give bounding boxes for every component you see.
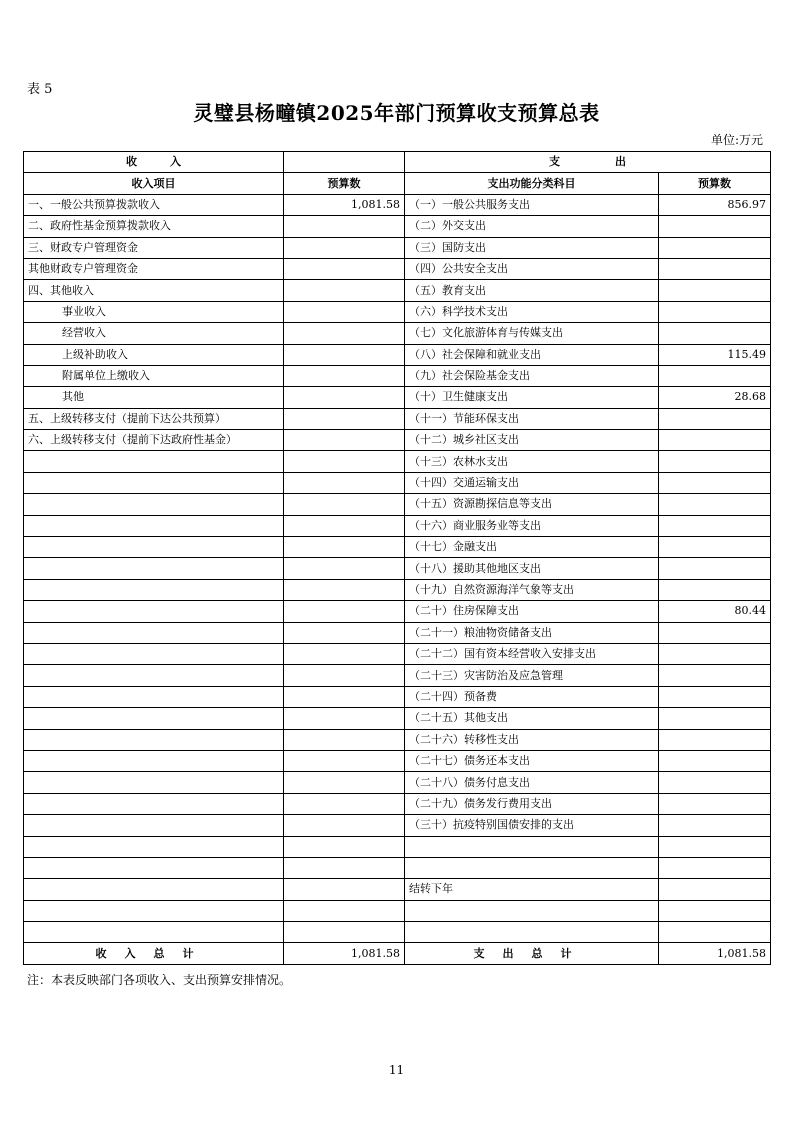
- table-row: [24, 665, 771, 686]
- income-amount-cell: [284, 537, 405, 558]
- income-amount-cell: [284, 922, 405, 943]
- table-row: [24, 408, 771, 429]
- expense-amount-cell: [659, 494, 771, 515]
- income-item-cell: [24, 622, 284, 643]
- expense-amount-cell: [659, 900, 771, 921]
- income-amount-cell: [284, 387, 405, 408]
- income-group-header-blank: [284, 152, 405, 173]
- expense-amount-cell: [659, 258, 771, 279]
- table-row: [24, 772, 771, 793]
- income-item-cell: [24, 558, 284, 579]
- income-item-cell: [24, 515, 284, 536]
- expense-item-cell: [405, 836, 659, 857]
- income-item-cell: 三、财政专户管理资金: [24, 237, 284, 258]
- table-row: [24, 537, 771, 558]
- expense-item-cell: （二十一）粮油物资储备支出: [405, 622, 659, 643]
- table-total-row: [24, 943, 771, 964]
- table-row: [24, 643, 771, 664]
- income-amount-cell: [284, 815, 405, 836]
- expense-item-cell: （三）国防支出: [405, 237, 659, 258]
- expense-item-cell: （二十四）预备费: [405, 686, 659, 707]
- table-row: [24, 750, 771, 771]
- expense-amount-cell: 80.44: [659, 601, 771, 622]
- income-item-cell: 其他财政专户管理资金: [24, 258, 284, 279]
- income-amount-cell: [284, 258, 405, 279]
- income-item-cell: [24, 643, 284, 664]
- table-column-header-row: [24, 173, 771, 194]
- expense-amount-cell: [659, 365, 771, 386]
- table-row: [24, 879, 771, 900]
- income-item-cell: 事业收入: [24, 301, 284, 322]
- expense-amount-cell: [659, 237, 771, 258]
- expense-amount-cell: [659, 815, 771, 836]
- income-item-cell: [24, 537, 284, 558]
- income-group-header: 收 入: [24, 152, 284, 173]
- expense-amount-cell: [659, 515, 771, 536]
- table-row: [24, 344, 771, 365]
- income-amount-cell: [284, 301, 405, 322]
- column-header-income-amount: 预算数: [284, 173, 405, 194]
- table-row: [24, 708, 771, 729]
- table-row: [24, 558, 771, 579]
- expense-item-cell: （十四）交通运输支出: [405, 472, 659, 493]
- expense-item-cell: （二十六）转移性支出: [405, 729, 659, 750]
- income-item-cell: [24, 601, 284, 622]
- table-number: 表 5: [27, 82, 53, 97]
- income-item-cell: 一、一般公共预算拨款收入: [24, 194, 284, 215]
- expense-item-cell: （七）文化旅游体育与传媒支出: [405, 323, 659, 344]
- expense-item-cell: [405, 857, 659, 878]
- income-item-cell: [24, 686, 284, 707]
- income-amount-cell: [284, 237, 405, 258]
- table-row: [24, 900, 771, 921]
- page-number: 11: [388, 1063, 405, 1077]
- income-item-cell: 五、上级转移支付（提前下达公共预算）: [24, 408, 284, 429]
- income-amount-cell: [284, 216, 405, 237]
- table-row: [24, 430, 771, 451]
- expense-amount-cell: [659, 772, 771, 793]
- document-title: 灵璧县杨疃镇2025年部门预算收支预算总表: [193, 101, 600, 125]
- expense-item-cell: （八）社会保障和就业支出: [405, 344, 659, 365]
- table-row: [24, 922, 771, 943]
- income-amount-cell: [284, 793, 405, 814]
- column-header-expense-item: 支出功能分类科目: [405, 173, 659, 194]
- table-group-header-row: [24, 152, 771, 173]
- income-item-cell: [24, 772, 284, 793]
- expense-item-cell: （十五）资源勘探信息等支出: [405, 494, 659, 515]
- total-income-label: 收入总计: [24, 943, 284, 964]
- income-item-cell: [24, 857, 284, 878]
- table-row: [24, 387, 771, 408]
- income-item-cell: [24, 879, 284, 900]
- table-row: [24, 729, 771, 750]
- expense-item-cell: （三十）抗疫特别国债安排的支出: [405, 815, 659, 836]
- expense-amount-cell: 115.49: [659, 344, 771, 365]
- expense-amount-cell: [659, 708, 771, 729]
- income-item-cell: [24, 793, 284, 814]
- table-row: [24, 451, 771, 472]
- expense-item-cell: （十九）自然资源海洋气象等支出: [405, 579, 659, 600]
- unit-label: 单位:万元: [710, 133, 763, 147]
- income-item-cell: [24, 815, 284, 836]
- table-row: [24, 579, 771, 600]
- expense-amount-cell: [659, 643, 771, 664]
- column-header-income-item: 收入项目: [24, 173, 284, 194]
- expense-item-cell: 结转下年: [405, 879, 659, 900]
- expense-item-cell: （二十三）灾害防治及应急管理: [405, 665, 659, 686]
- expense-item-cell: （二十九）债务发行费用支出: [405, 793, 659, 814]
- expense-amount-cell: [659, 430, 771, 451]
- expense-amount-cell: [659, 558, 771, 579]
- income-item-cell: [24, 900, 284, 921]
- income-item-cell: 六、上级转移支付（提前下达政府性基金）: [24, 430, 284, 451]
- total-expense-label: 支出总计: [405, 943, 659, 964]
- income-amount-cell: [284, 836, 405, 857]
- income-amount-cell: 1,081.58: [284, 194, 405, 215]
- table-row: [24, 622, 771, 643]
- table-row: [24, 857, 771, 878]
- income-amount-cell: [284, 365, 405, 386]
- income-item-cell: [24, 579, 284, 600]
- income-item-cell: [24, 836, 284, 857]
- expense-item-cell: （十七）金融支出: [405, 537, 659, 558]
- expense-amount-cell: [659, 451, 771, 472]
- table-row: [24, 194, 771, 215]
- expense-amount-cell: [659, 793, 771, 814]
- expense-item-cell: （二十五）其他支出: [405, 708, 659, 729]
- income-amount-cell: [284, 280, 405, 301]
- total-expense-value: 1,081.58: [659, 943, 771, 964]
- expense-item-cell: （十三）农林水支出: [405, 451, 659, 472]
- expense-amount-cell: [659, 836, 771, 857]
- column-header-expense-amount: 预算数: [659, 173, 771, 194]
- table-note: 注：本表反映部门各项收入、支出预算安排情况。: [27, 973, 292, 987]
- expense-item-cell: [405, 922, 659, 943]
- expense-item-cell: [405, 900, 659, 921]
- income-amount-cell: [284, 408, 405, 429]
- income-amount-cell: [284, 622, 405, 643]
- income-item-cell: 附属单位上缴收入: [24, 365, 284, 386]
- income-item-cell: 其他: [24, 387, 284, 408]
- income-amount-cell: [284, 857, 405, 878]
- expense-item-cell: （二）外交支出: [405, 216, 659, 237]
- expense-item-cell: （四）公共安全支出: [405, 258, 659, 279]
- income-amount-cell: [284, 494, 405, 515]
- table-row: [24, 515, 771, 536]
- table-row: [24, 793, 771, 814]
- expense-amount-cell: [659, 216, 771, 237]
- table-row: [24, 494, 771, 515]
- expense-item-cell: （二十八）债务付息支出: [405, 772, 659, 793]
- income-amount-cell: [284, 579, 405, 600]
- income-item-cell: [24, 708, 284, 729]
- income-item-cell: 四、其他收入: [24, 280, 284, 301]
- expense-item-cell: （二十）住房保障支出: [405, 601, 659, 622]
- expense-amount-cell: [659, 280, 771, 301]
- budget-table-body: [24, 152, 771, 965]
- expense-item-cell: （十八）援助其他地区支出: [405, 558, 659, 579]
- expense-amount-cell: [659, 857, 771, 878]
- income-item-cell: [24, 494, 284, 515]
- income-amount-cell: [284, 323, 405, 344]
- expense-item-cell: （十）卫生健康支出: [405, 387, 659, 408]
- expense-item-cell: （二十二）国有资本经营收入安排支出: [405, 643, 659, 664]
- income-amount-cell: [284, 686, 405, 707]
- table-row: [24, 365, 771, 386]
- table-row: [24, 216, 771, 237]
- income-amount-cell: [284, 472, 405, 493]
- expense-amount-cell: [659, 750, 771, 771]
- expense-amount-cell: [659, 622, 771, 643]
- expense-amount-cell: 28.68: [659, 387, 771, 408]
- table-row: [24, 815, 771, 836]
- income-amount-cell: [284, 515, 405, 536]
- table-row: [24, 237, 771, 258]
- income-item-cell: [24, 729, 284, 750]
- expense-item-cell: （十二）城乡社区支出: [405, 430, 659, 451]
- expense-group-header: 支 出: [405, 152, 771, 173]
- expense-item-cell: （六）科学技术支出: [405, 301, 659, 322]
- expense-item-cell: （五）教育支出: [405, 280, 659, 301]
- income-amount-cell: [284, 643, 405, 664]
- table-row: [24, 836, 771, 857]
- income-item-cell: [24, 750, 284, 771]
- expense-item-cell: （九）社会保险基金支出: [405, 365, 659, 386]
- expense-amount-cell: [659, 301, 771, 322]
- income-item-cell: 二、政府性基金预算拨款收入: [24, 216, 284, 237]
- expense-item-cell: （十一）节能环保支出: [405, 408, 659, 429]
- income-item-cell: 经营收入: [24, 323, 284, 344]
- table-row: [24, 258, 771, 279]
- income-amount-cell: [284, 558, 405, 579]
- table-row: [24, 686, 771, 707]
- income-amount-cell: [284, 601, 405, 622]
- expense-amount-cell: 856.97: [659, 194, 771, 215]
- budget-table: [23, 151, 771, 965]
- income-amount-cell: [284, 451, 405, 472]
- expense-amount-cell: [659, 686, 771, 707]
- income-amount-cell: [284, 708, 405, 729]
- table-row: [24, 323, 771, 344]
- expense-amount-cell: [659, 729, 771, 750]
- income-item-cell: [24, 665, 284, 686]
- expense-amount-cell: [659, 472, 771, 493]
- income-amount-cell: [284, 772, 405, 793]
- income-item-cell: 上级补助收入: [24, 344, 284, 365]
- table-row: [24, 280, 771, 301]
- expense-amount-cell: [659, 579, 771, 600]
- total-income-value: 1,081.58: [284, 943, 405, 964]
- table-row: [24, 601, 771, 622]
- table-row: [24, 472, 771, 493]
- income-amount-cell: [284, 729, 405, 750]
- income-amount-cell: [284, 879, 405, 900]
- income-amount-cell: [284, 750, 405, 771]
- expense-amount-cell: [659, 323, 771, 344]
- expense-item-cell: （一）一般公共服务支出: [405, 194, 659, 215]
- income-amount-cell: [284, 430, 405, 451]
- table-row: [24, 301, 771, 322]
- income-item-cell: [24, 451, 284, 472]
- income-item-cell: [24, 472, 284, 493]
- expense-amount-cell: [659, 879, 771, 900]
- income-amount-cell: [284, 665, 405, 686]
- expense-amount-cell: [659, 665, 771, 686]
- expense-item-cell: （十六）商业服务业等支出: [405, 515, 659, 536]
- expense-amount-cell: [659, 922, 771, 943]
- income-amount-cell: [284, 344, 405, 365]
- income-item-cell: [24, 922, 284, 943]
- expense-amount-cell: [659, 408, 771, 429]
- expense-amount-cell: [659, 537, 771, 558]
- income-amount-cell: [284, 900, 405, 921]
- expense-item-cell: （二十七）债务还本支出: [405, 750, 659, 771]
